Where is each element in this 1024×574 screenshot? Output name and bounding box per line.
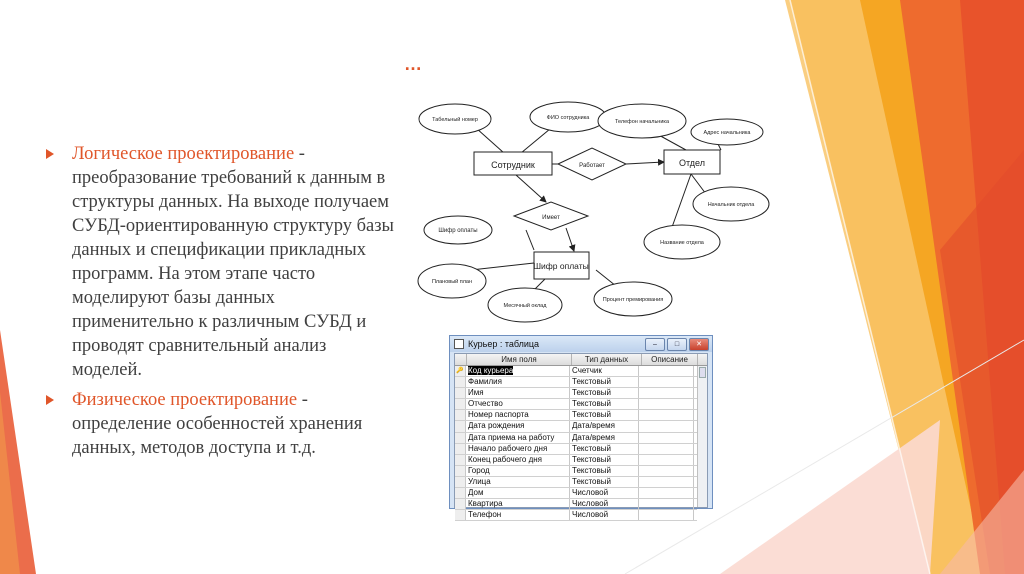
table-row[interactable] (455, 466, 697, 477)
field-name-cell[interactable] (466, 366, 570, 376)
maximize-icon[interactable]: □ (667, 338, 687, 351)
er-diagram (416, 98, 776, 328)
field-name-cell[interactable] (466, 388, 570, 398)
field-grid (454, 353, 708, 520)
minimize-icon[interactable]: – (645, 338, 665, 351)
attr-label: Телефон начальника (614, 119, 670, 125)
table-row[interactable] (455, 366, 697, 377)
field-name-cell[interactable] (466, 488, 570, 498)
table-row[interactable] (455, 499, 697, 510)
attr-label: ФИО сотрудника (546, 115, 590, 121)
table-row[interactable] (455, 399, 697, 410)
field-name-text: Конец рабочего дня (468, 454, 542, 464)
data-type-cell[interactable]: Текстовый (570, 444, 639, 454)
data-type-cell[interactable]: Текстовый (570, 399, 639, 409)
field-name-text: Начало рабочего дня (468, 443, 548, 453)
attr-label: Начальник отдела (707, 202, 755, 208)
data-type-cell[interactable]: Дата/время (570, 433, 639, 443)
field-name-text: Телефон (468, 510, 502, 520)
table-row[interactable] (455, 421, 697, 432)
description-cell[interactable] (639, 377, 694, 387)
field-name-cell[interactable] (466, 433, 570, 443)
vertical-scrollbar[interactable] (697, 366, 707, 507)
description-cell[interactable] (639, 455, 694, 465)
data-type-cell[interactable]: Числовой (570, 510, 639, 520)
data-type-cell[interactable]: Текстовый (570, 466, 639, 476)
table-row[interactable] (455, 377, 697, 388)
field-name-text: Код курьера (468, 366, 514, 375)
window-title: Курьер : таблица (468, 339, 540, 349)
row-selector[interactable] (455, 466, 466, 476)
attr-label: Адрес начальника (703, 130, 751, 136)
field-name-cell[interactable] (466, 466, 570, 476)
relationship-has-label: Имеет (542, 215, 560, 221)
row-selector[interactable] (455, 377, 466, 387)
table-row[interactable] (455, 488, 697, 499)
table-row[interactable] (455, 477, 697, 488)
attr-label: Шифр оплаты (438, 228, 478, 234)
description-cell[interactable] (639, 466, 694, 476)
attr-label: Месячный оклад (503, 303, 547, 309)
access-table-window (449, 335, 713, 520)
row-selector[interactable] (455, 388, 466, 398)
row-selector[interactable] (455, 444, 466, 454)
row-selector-header (455, 354, 467, 365)
description-cell[interactable] (639, 433, 694, 443)
table-row[interactable] (455, 455, 697, 466)
bullet-term: Физическое проектирование (72, 390, 298, 410)
column-header-description[interactable]: Описание (642, 354, 698, 365)
field-name-text: Дата рождения (468, 421, 525, 431)
description-cell[interactable] (639, 477, 694, 487)
field-name-text: Дом (468, 488, 484, 498)
attr-label: Плановый план (431, 279, 473, 285)
triangle-bullet-icon (46, 149, 54, 159)
field-name-cell[interactable] (466, 421, 570, 431)
data-type-cell[interactable]: Текстовый (570, 455, 639, 465)
row-selector[interactable] (455, 455, 466, 465)
triangle-bullet-icon (46, 395, 54, 405)
description-cell[interactable] (639, 510, 694, 520)
field-name-text: Фамилия (468, 377, 502, 387)
row-selector[interactable] (455, 510, 466, 520)
description-cell[interactable] (639, 399, 694, 409)
field-name-cell[interactable] (466, 444, 570, 454)
field-name-text: Дата приема на работу (468, 432, 555, 442)
field-name-text: Номер паспорта (468, 410, 529, 420)
description-cell[interactable] (639, 410, 694, 420)
window-titlebar[interactable] (450, 336, 712, 352)
column-header-field-name[interactable]: Имя поля (467, 354, 572, 365)
field-name-text: Отчество (468, 399, 503, 409)
attr-label: Процент премирования (602, 297, 664, 303)
relationship-works-label: Работает (579, 163, 605, 169)
description-cell[interactable] (639, 499, 694, 509)
column-header-data-type[interactable]: Тип данных (572, 354, 642, 365)
field-name-cell[interactable] (466, 477, 570, 487)
table-row[interactable] (455, 410, 697, 421)
data-type-cell[interactable]: Текстовый (570, 388, 639, 398)
entity-department-label: Отдел (678, 158, 706, 168)
primary-key-icon[interactable]: 🔑 (455, 366, 466, 376)
table-row[interactable] (455, 510, 697, 521)
row-selector[interactable] (455, 399, 466, 409)
bullet-text: - определение особенностей хранения данных, методов доступа и т.д. (72, 390, 363, 458)
description-cell[interactable] (639, 366, 694, 376)
description-cell[interactable] (639, 488, 694, 498)
table-row[interactable] (455, 388, 697, 399)
data-type-cell[interactable]: Числовой (570, 488, 639, 498)
bullet-text: - преобразование требований к данным в структуры данных. На выходе получаем СУБД-ориентированную структуру базы данных и спецификации прикладных программ. На этом этапе часто моделируют базы данных применительно к различным СУБД и проводят сравнительный анализ моделей. (72, 144, 394, 380)
entity-pay-code-label: Шифр оплаты (533, 261, 589, 271)
entity-employee-label: Сотрудник (491, 160, 535, 170)
table-icon (454, 339, 464, 349)
data-type-cell[interactable]: Счетчик (570, 366, 639, 376)
field-name-text: Квартира (468, 499, 503, 509)
bullet-list (44, 142, 394, 466)
close-icon[interactable]: ✕ (689, 338, 709, 351)
row-selector[interactable] (455, 421, 466, 431)
row-selector[interactable] (455, 410, 466, 420)
description-cell[interactable] (639, 444, 694, 454)
data-type-cell[interactable]: Текстовый (570, 377, 639, 387)
row-selector[interactable] (455, 433, 466, 443)
row-selector[interactable] (455, 477, 466, 487)
table-row[interactable] (455, 444, 697, 455)
row-selector[interactable] (455, 499, 466, 509)
field-name-text: Улица (468, 476, 491, 486)
field-name-cell[interactable] (466, 510, 570, 520)
slide-title: … (404, 54, 423, 74)
data-type-cell[interactable]: Дата/время (570, 421, 639, 431)
field-name-text: Город (468, 465, 490, 475)
table-row[interactable] (455, 433, 697, 444)
field-name-cell[interactable] (466, 399, 570, 409)
data-type-cell[interactable]: Текстовый (570, 477, 639, 487)
scrollbar-thumb[interactable] (699, 367, 706, 378)
field-name-text: Имя (468, 388, 484, 398)
description-cell[interactable] (639, 421, 694, 431)
field-name-cell[interactable] (466, 377, 570, 387)
field-name-cell[interactable] (466, 499, 570, 509)
description-cell[interactable] (639, 388, 694, 398)
field-name-cell[interactable] (466, 410, 570, 420)
bullet-logical-design (44, 142, 394, 382)
row-selector[interactable] (455, 488, 466, 498)
bullet-term: Логическое проектирование (72, 144, 295, 164)
grid-rows (455, 366, 697, 521)
bullet-physical-design (44, 388, 394, 460)
attr-label: Название отдела (660, 240, 704, 246)
grid-header (455, 354, 707, 366)
data-type-cell[interactable]: Текстовый (570, 410, 639, 420)
field-name-cell[interactable] (466, 455, 570, 465)
attr-label: Табельный номер (432, 117, 478, 123)
data-type-cell[interactable]: Числовой (570, 499, 639, 509)
